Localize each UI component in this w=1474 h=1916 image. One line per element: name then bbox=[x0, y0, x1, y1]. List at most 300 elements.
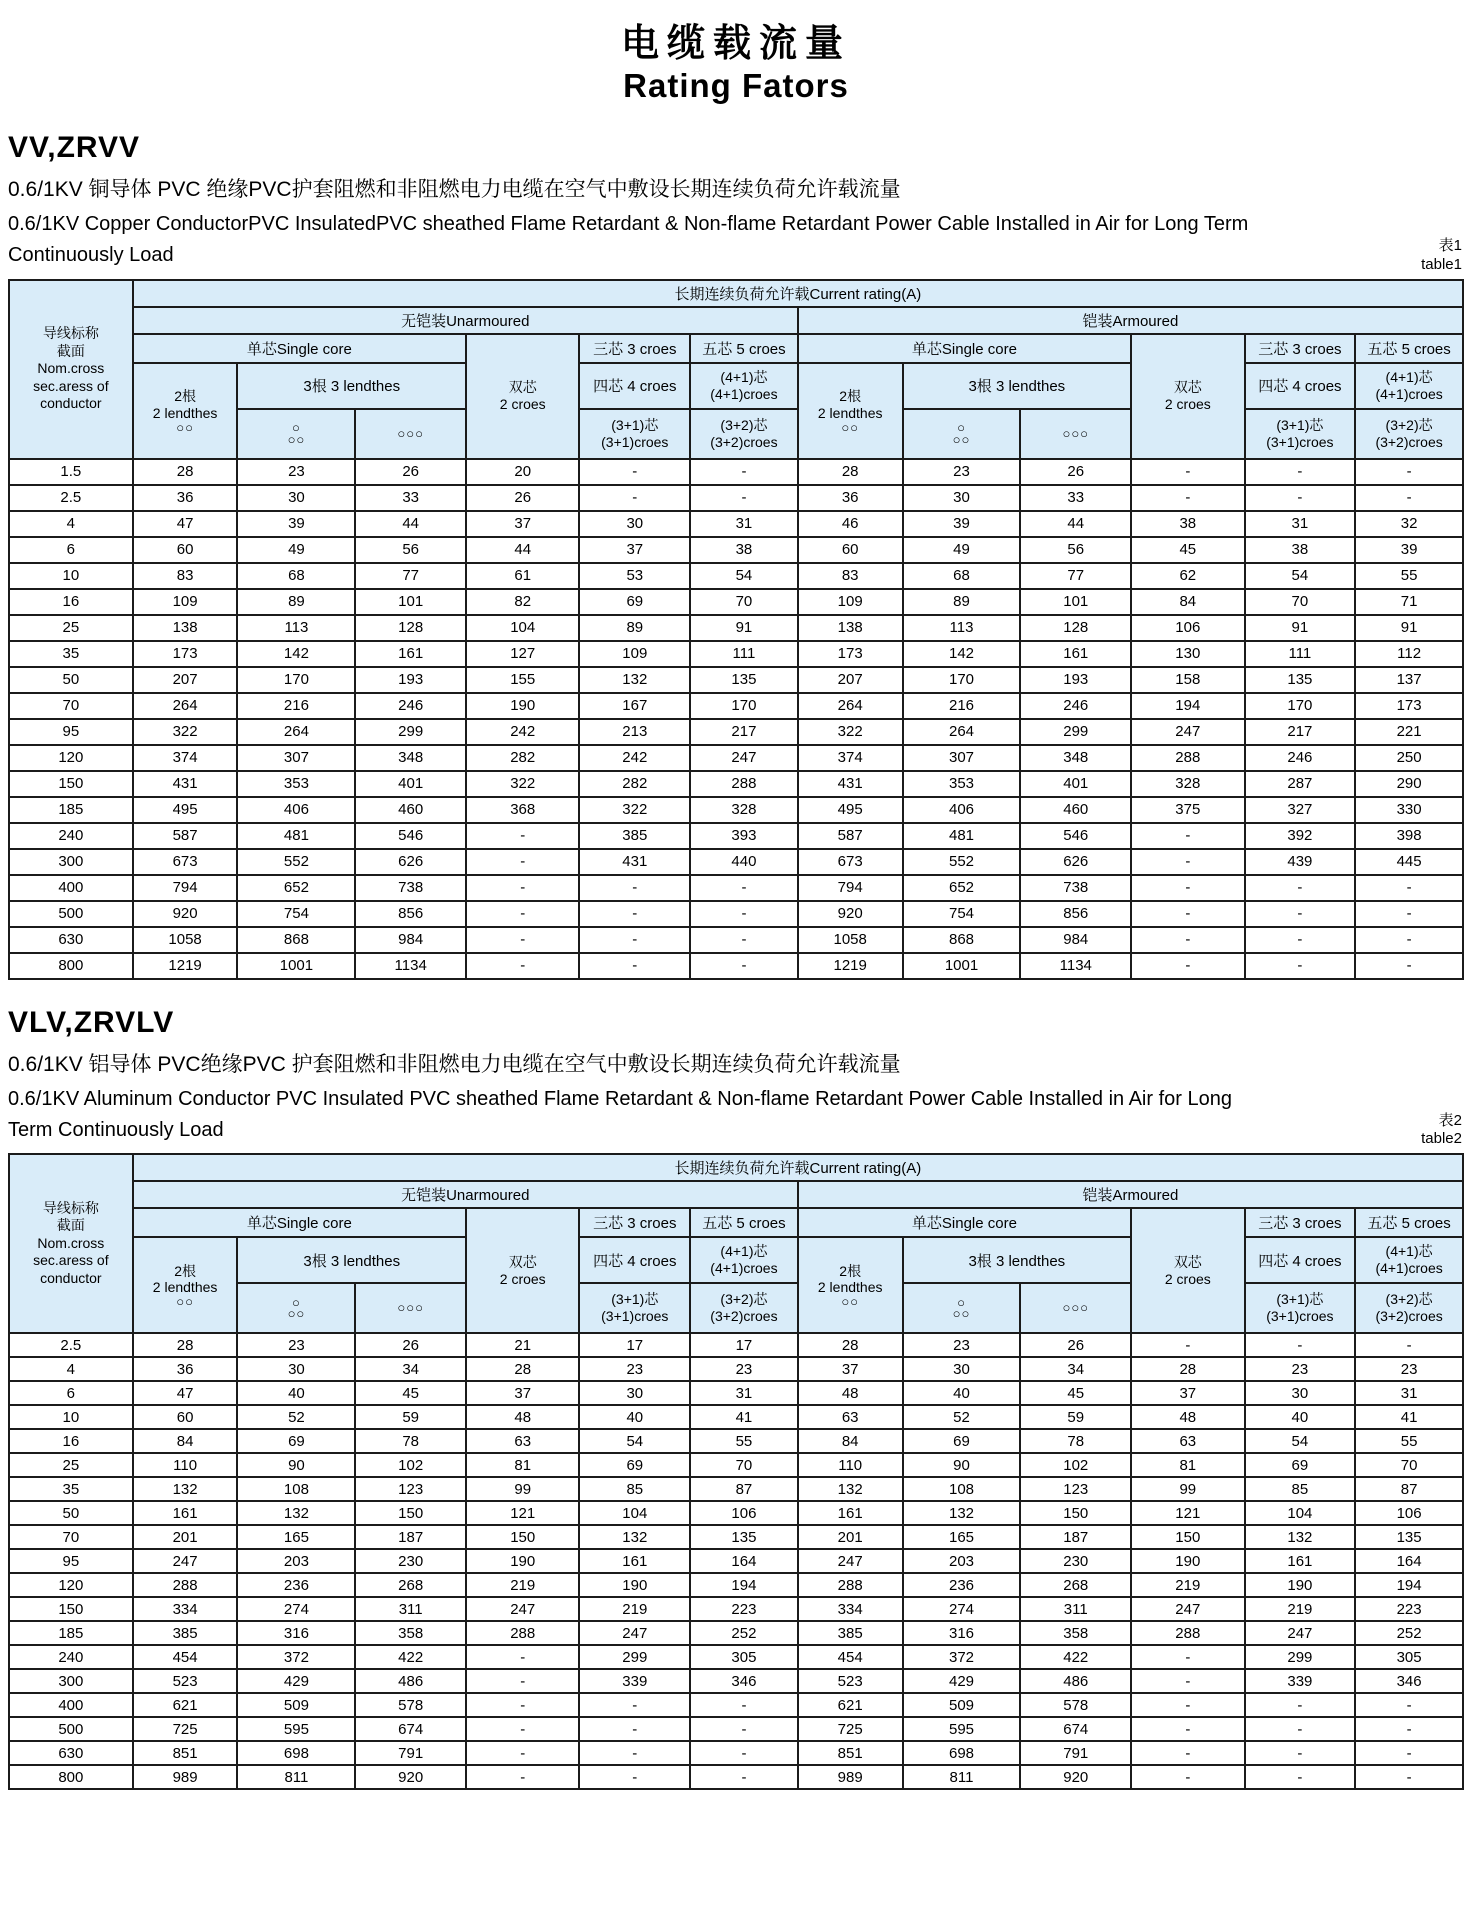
rating-value: 59 bbox=[355, 1405, 466, 1429]
rating-value: 41 bbox=[1355, 1405, 1463, 1429]
section-subtitle-zh: 0.6/1KV 铜导体 PVC 绝缘PVC护套阻燃和非阻燃电力电缆在空气中敷设长期连续负荷允许载流量 bbox=[8, 178, 901, 201]
rating-value: 33 bbox=[355, 485, 466, 511]
rating-value: 40 bbox=[579, 1405, 690, 1429]
rating-value: 754 bbox=[903, 901, 1021, 927]
rating-value: 90 bbox=[903, 1453, 1021, 1477]
rating-value: 39 bbox=[903, 511, 1021, 537]
conductor-size: 500 bbox=[9, 1717, 133, 1741]
rating-value: - bbox=[1245, 1741, 1356, 1765]
rating-value: 59 bbox=[1020, 1405, 1131, 1429]
rating-value: 123 bbox=[1020, 1477, 1131, 1501]
rating-value: 106 bbox=[690, 1501, 798, 1525]
rating-value: 385 bbox=[133, 1621, 238, 1645]
rating-value: 26 bbox=[1020, 1333, 1131, 1357]
rating-value: 38 bbox=[1131, 511, 1245, 537]
rating-value: 486 bbox=[355, 1669, 466, 1693]
rating-value: 288 bbox=[133, 1573, 238, 1597]
rating-value: 431 bbox=[579, 849, 690, 875]
current-rating-header: 长期连续负荷允许载Current rating(A) bbox=[133, 1154, 1463, 1181]
rating-value: 431 bbox=[798, 771, 903, 797]
three-plus-one-en: (3+1)croes bbox=[1266, 433, 1334, 450]
rating-value: 201 bbox=[133, 1525, 238, 1549]
rating-value: - bbox=[1131, 927, 1245, 953]
rating-value: 36 bbox=[133, 485, 238, 511]
conductor-size: 10 bbox=[9, 1405, 133, 1429]
rating-value: 626 bbox=[1020, 849, 1131, 875]
rating-value: 54 bbox=[1245, 563, 1356, 589]
rating-value: 193 bbox=[355, 667, 466, 693]
rating-value: - bbox=[690, 459, 798, 485]
conductor-size: 185 bbox=[9, 1621, 133, 1645]
rating-value: - bbox=[1245, 485, 1356, 511]
rating-value: 674 bbox=[1020, 1717, 1131, 1741]
rating-value: 523 bbox=[798, 1669, 903, 1693]
rating-value: 305 bbox=[690, 1645, 798, 1669]
rating-value: 82 bbox=[466, 589, 580, 615]
rating-value: 30 bbox=[903, 1357, 1021, 1381]
table-row bbox=[9, 589, 1463, 615]
rating-value: 23 bbox=[903, 1333, 1021, 1357]
rating-value: - bbox=[466, 849, 580, 875]
rating-value: 128 bbox=[355, 615, 466, 641]
three-plus-two-zh: (3+2)芯 bbox=[1385, 1291, 1433, 1308]
rating-value: 219 bbox=[1245, 1597, 1356, 1621]
table-row bbox=[9, 459, 1463, 485]
three-plus-two-zh: (3+2)芯 bbox=[720, 1291, 768, 1308]
table-header bbox=[9, 1154, 1463, 1333]
rating-value: 135 bbox=[1245, 667, 1356, 693]
rating-value: 509 bbox=[903, 1693, 1021, 1717]
rating-value: 738 bbox=[355, 875, 466, 901]
rating-value: 47 bbox=[133, 1381, 238, 1405]
rating-value: 102 bbox=[1020, 1453, 1131, 1477]
table-row bbox=[9, 1525, 1463, 1549]
rating-value: 698 bbox=[903, 1741, 1021, 1765]
rating-value: 70 bbox=[1245, 589, 1356, 615]
rating-value: 89 bbox=[903, 589, 1021, 615]
rating-value: - bbox=[1245, 1717, 1356, 1741]
three-circles-triangle-icon bbox=[237, 1283, 355, 1333]
two-core-header bbox=[1131, 1208, 1245, 1333]
rating-value: 165 bbox=[903, 1525, 1021, 1549]
rating-value: - bbox=[1131, 1765, 1245, 1789]
rating-value: 161 bbox=[355, 641, 466, 667]
rating-value: 167 bbox=[579, 693, 690, 719]
armoured-header: 铠装Armoured bbox=[798, 1181, 1463, 1208]
rating-value: 161 bbox=[579, 1549, 690, 1573]
rating-value: - bbox=[1355, 1693, 1463, 1717]
two-lengths-en: 2 lendthes bbox=[817, 1279, 883, 1296]
rating-value: 375 bbox=[1131, 797, 1245, 823]
rating-value: - bbox=[579, 1765, 690, 1789]
rating-value: 794 bbox=[798, 875, 903, 901]
rating-value: 121 bbox=[1131, 1501, 1245, 1525]
current-rating-header: 长期连续负荷允许载Current rating(A) bbox=[133, 280, 1463, 307]
rating-value: 34 bbox=[1020, 1357, 1131, 1381]
conductor-line: Nom.cross bbox=[37, 360, 105, 377]
rating-value: 920 bbox=[798, 901, 903, 927]
rating-value: 190 bbox=[1245, 1573, 1356, 1597]
rating-value: 358 bbox=[355, 1621, 466, 1645]
rating-value: 56 bbox=[1020, 537, 1131, 563]
rating-value: 28 bbox=[798, 1333, 903, 1357]
rating-value: 282 bbox=[466, 745, 580, 771]
rating-value: 440 bbox=[690, 849, 798, 875]
rating-value: 165 bbox=[237, 1525, 355, 1549]
two-core-en: 2 croes bbox=[499, 396, 546, 412]
rating-value: 264 bbox=[237, 719, 355, 745]
rating-value: 322 bbox=[466, 771, 580, 797]
rating-value: 578 bbox=[355, 1693, 466, 1717]
rating-value: 28 bbox=[133, 459, 238, 485]
two-core-header bbox=[466, 334, 580, 459]
conductor-size: 400 bbox=[9, 875, 133, 901]
four-plus-one-en: (4+1)croes bbox=[1375, 1260, 1443, 1276]
four-plus-one-header bbox=[1355, 1237, 1463, 1283]
rating-value: - bbox=[690, 485, 798, 511]
rating-value: 102 bbox=[355, 1453, 466, 1477]
rating-value: 106 bbox=[1355, 1501, 1463, 1525]
table-label-zh: 表1 bbox=[1438, 237, 1462, 254]
conductor-size: 630 bbox=[9, 927, 133, 953]
rating-value: 39 bbox=[237, 511, 355, 537]
rating-value: 247 bbox=[1131, 719, 1245, 745]
rating-value: - bbox=[690, 927, 798, 953]
rating-value: 242 bbox=[579, 745, 690, 771]
rating-value: - bbox=[1131, 901, 1245, 927]
rating-value: 150 bbox=[466, 1525, 580, 1549]
rating-value: 84 bbox=[798, 1429, 903, 1453]
rating-value: 546 bbox=[355, 823, 466, 849]
rating-value: 30 bbox=[237, 485, 355, 511]
rating-value: 920 bbox=[133, 901, 238, 927]
rating-value: 89 bbox=[237, 589, 355, 615]
rating-value: 856 bbox=[1020, 901, 1131, 927]
table-label bbox=[8, 237, 1462, 275]
rating-value: - bbox=[579, 901, 690, 927]
rating-value: 56 bbox=[355, 537, 466, 563]
rating-value: 161 bbox=[798, 1501, 903, 1525]
rating-value: 89 bbox=[579, 615, 690, 641]
four-plus-one-en: (4+1)croes bbox=[710, 385, 778, 402]
rating-value: 55 bbox=[690, 1429, 798, 1453]
rating-value: - bbox=[1355, 953, 1463, 979]
rating-value: 17 bbox=[690, 1333, 798, 1357]
rating-value: 150 bbox=[355, 1501, 466, 1525]
three-plus-two-header bbox=[1355, 409, 1463, 459]
rating-value: 69 bbox=[903, 1429, 1021, 1453]
rating-value: 36 bbox=[798, 485, 903, 511]
rating-value: 236 bbox=[903, 1573, 1021, 1597]
conductor-size: 400 bbox=[9, 1693, 133, 1717]
rating-value: 247 bbox=[579, 1621, 690, 1645]
circle-glyph: ○ bbox=[957, 420, 966, 436]
table-row bbox=[9, 823, 1463, 849]
rating-value: 984 bbox=[1020, 927, 1131, 953]
section-heading: VV,ZRVV bbox=[8, 131, 141, 164]
rating-value: 61 bbox=[466, 563, 580, 589]
rating-value: - bbox=[690, 1717, 798, 1741]
rating-value: 851 bbox=[798, 1741, 903, 1765]
three-core-header: 三芯 3 croes bbox=[579, 1208, 690, 1237]
rating-value: 132 bbox=[237, 1501, 355, 1525]
two-core-zh: 双芯 bbox=[1173, 1253, 1202, 1270]
rating-value: 328 bbox=[690, 797, 798, 823]
rating-value: 110 bbox=[133, 1453, 238, 1477]
conductor-size: 25 bbox=[9, 615, 133, 641]
two-lengths-zh: 2根 bbox=[839, 1262, 862, 1279]
rating-value: 37 bbox=[466, 1381, 580, 1405]
rating-value: 207 bbox=[798, 667, 903, 693]
rating-value: 132 bbox=[798, 1477, 903, 1501]
rating-value: - bbox=[466, 875, 580, 901]
conductor-size: 35 bbox=[9, 641, 133, 667]
conductor-size: 150 bbox=[9, 771, 133, 797]
rating-value: 112 bbox=[1355, 641, 1463, 667]
rating-value: - bbox=[1355, 927, 1463, 953]
rating-value: 230 bbox=[1020, 1549, 1131, 1573]
rating-value: - bbox=[579, 927, 690, 953]
table-row bbox=[9, 615, 1463, 641]
rating-value: 288 bbox=[1131, 1621, 1245, 1645]
rating-value: - bbox=[1131, 953, 1245, 979]
page-title-en: Rating Fators bbox=[623, 67, 849, 104]
rating-value: 247 bbox=[690, 745, 798, 771]
rating-value: 69 bbox=[1245, 1453, 1356, 1477]
rating-value: 130 bbox=[1131, 641, 1245, 667]
rating-value: - bbox=[579, 459, 690, 485]
rating-value: 673 bbox=[133, 849, 238, 875]
rating-value: 87 bbox=[1355, 1477, 1463, 1501]
rating-value: 247 bbox=[466, 1597, 580, 1621]
table-row bbox=[9, 537, 1463, 563]
rating-value: 626 bbox=[355, 849, 466, 875]
rating-value: 316 bbox=[903, 1621, 1021, 1645]
rating-value: 30 bbox=[903, 485, 1021, 511]
rating-value: 23 bbox=[1245, 1357, 1356, 1381]
rating-value: - bbox=[579, 485, 690, 511]
table-header bbox=[9, 280, 1463, 459]
rating-value: 495 bbox=[133, 797, 238, 823]
conductor-line: conductor bbox=[40, 395, 102, 412]
table-row bbox=[9, 1501, 1463, 1525]
rating-value: 578 bbox=[1020, 1693, 1131, 1717]
rating-value: 216 bbox=[903, 693, 1021, 719]
four-plus-one-en: (4+1)croes bbox=[710, 1260, 778, 1276]
rating-value: 41 bbox=[690, 1405, 798, 1429]
conductor-line: 导线标称 bbox=[42, 1199, 99, 1216]
rating-value: 85 bbox=[1245, 1477, 1356, 1501]
rating-value: 725 bbox=[133, 1717, 238, 1741]
conductor-line: Nom.cross bbox=[37, 1234, 105, 1251]
rating-table-2 bbox=[8, 1153, 1464, 1790]
rating-value: - bbox=[1131, 459, 1245, 485]
rating-value: 1134 bbox=[355, 953, 466, 979]
table-row bbox=[9, 953, 1463, 979]
rating-value: 40 bbox=[1245, 1405, 1356, 1429]
rating-value: - bbox=[1245, 1765, 1356, 1789]
rating-value: 70 bbox=[690, 589, 798, 615]
rating-value: - bbox=[579, 1717, 690, 1741]
rating-value: 28 bbox=[798, 459, 903, 485]
rating-value: - bbox=[1355, 459, 1463, 485]
rating-value: 23 bbox=[579, 1357, 690, 1381]
rating-value: 128 bbox=[1020, 615, 1131, 641]
rating-value: 81 bbox=[466, 1453, 580, 1477]
rating-value: 334 bbox=[798, 1597, 903, 1621]
conductor-line: 导线标称 bbox=[42, 325, 99, 342]
rating-value: 920 bbox=[1020, 1765, 1131, 1789]
conductor-size: 95 bbox=[9, 1549, 133, 1573]
rating-value: 1134 bbox=[1020, 953, 1131, 979]
rating-value: - bbox=[1355, 485, 1463, 511]
rating-value: 587 bbox=[133, 823, 238, 849]
rating-value: 247 bbox=[1131, 1597, 1245, 1621]
rating-value: 353 bbox=[903, 771, 1021, 797]
table-row bbox=[9, 1693, 1463, 1717]
four-plus-one-zh: (4+1)芯 bbox=[720, 1243, 768, 1260]
rating-value: 495 bbox=[798, 797, 903, 823]
rating-value: 69 bbox=[579, 589, 690, 615]
three-plus-one-header bbox=[1245, 1283, 1356, 1333]
rating-value: - bbox=[1131, 1645, 1245, 1669]
four-core-header: 四芯 4 croes bbox=[1245, 363, 1356, 409]
rating-value: 219 bbox=[579, 1597, 690, 1621]
three-circles-row-icon: ○○○ bbox=[1020, 1283, 1131, 1333]
rating-value: 673 bbox=[798, 849, 903, 875]
four-core-header: 四芯 4 croes bbox=[579, 1237, 690, 1283]
rating-value: 385 bbox=[798, 1621, 903, 1645]
rating-value: 69 bbox=[579, 1453, 690, 1477]
rating-value: 31 bbox=[1355, 1381, 1463, 1405]
rating-value: 754 bbox=[237, 901, 355, 927]
rating-value: 353 bbox=[237, 771, 355, 797]
table-row bbox=[9, 1645, 1463, 1669]
conductor-size: 35 bbox=[9, 1477, 133, 1501]
rating-value: 55 bbox=[1355, 563, 1463, 589]
three-plus-two-header bbox=[690, 1283, 798, 1333]
table-row bbox=[9, 641, 1463, 667]
rating-value: 17 bbox=[579, 1333, 690, 1357]
three-core-header: 三芯 3 croes bbox=[1245, 1208, 1356, 1237]
rating-value: 132 bbox=[579, 1525, 690, 1549]
rating-value: 37 bbox=[579, 537, 690, 563]
section-heading: VLV,ZRVLV bbox=[8, 1005, 175, 1039]
table-row bbox=[9, 1573, 1463, 1597]
two-core-header bbox=[466, 1208, 580, 1333]
rating-value: 52 bbox=[903, 1405, 1021, 1429]
rating-value: 307 bbox=[903, 745, 1021, 771]
rating-value: - bbox=[690, 1765, 798, 1789]
four-core-header: 四芯 4 croes bbox=[1245, 1237, 1356, 1283]
rating-value: 346 bbox=[1355, 1669, 1463, 1693]
rating-value: 851 bbox=[133, 1741, 238, 1765]
rating-value: 78 bbox=[1020, 1429, 1131, 1453]
rating-value: 123 bbox=[355, 1477, 466, 1501]
rating-value: 374 bbox=[133, 745, 238, 771]
rating-value: 99 bbox=[466, 1477, 580, 1501]
rating-value: - bbox=[1131, 1741, 1245, 1765]
rating-value: 90 bbox=[237, 1453, 355, 1477]
rating-value: 39 bbox=[1355, 537, 1463, 563]
table-row bbox=[9, 1381, 1463, 1405]
three-plus-two-en: (3+2)croes bbox=[710, 1308, 778, 1324]
rating-value: 137 bbox=[1355, 667, 1463, 693]
rating-value: 55 bbox=[1355, 1429, 1463, 1453]
rating-value: 40 bbox=[237, 1381, 355, 1405]
circle-glyph: ○ bbox=[291, 420, 301, 436]
table-row bbox=[9, 563, 1463, 589]
rating-value: 989 bbox=[798, 1765, 903, 1789]
rating-value: - bbox=[1131, 849, 1245, 875]
unarmoured-header: 无铠装Unarmoured bbox=[133, 307, 798, 334]
rating-value: 104 bbox=[466, 615, 580, 641]
five-core-header: 五芯 5 croes bbox=[690, 1208, 798, 1237]
rating-value: 34 bbox=[355, 1357, 466, 1381]
single-core-header: 单芯Single core bbox=[133, 1208, 466, 1237]
rating-value: - bbox=[466, 927, 580, 953]
rating-value: 63 bbox=[798, 1405, 903, 1429]
rating-value: 230 bbox=[355, 1549, 466, 1573]
rating-value: 53 bbox=[579, 563, 690, 589]
rating-value: 77 bbox=[355, 563, 466, 589]
rating-value: 26 bbox=[355, 1333, 466, 1357]
four-plus-one-zh: (4+1)芯 bbox=[1385, 1243, 1433, 1260]
rating-value: 108 bbox=[903, 1477, 1021, 1501]
rating-value: 28 bbox=[466, 1357, 580, 1381]
three-plus-two-en: (3+2)croes bbox=[1375, 433, 1443, 450]
table-row bbox=[9, 1621, 1463, 1645]
circle-glyph: ○ bbox=[957, 1294, 966, 1310]
rating-value: 223 bbox=[690, 1597, 798, 1621]
rating-value: 216 bbox=[237, 693, 355, 719]
rating-value: 109 bbox=[579, 641, 690, 667]
conductor-size: 240 bbox=[9, 823, 133, 849]
section-vv-zrvv bbox=[8, 131, 1464, 980]
rating-value: 288 bbox=[690, 771, 798, 797]
rating-value: - bbox=[466, 953, 580, 979]
rating-value: 398 bbox=[1355, 823, 1463, 849]
rating-value: 30 bbox=[579, 511, 690, 537]
rating-value: 288 bbox=[466, 1621, 580, 1645]
rating-value: - bbox=[1355, 1765, 1463, 1789]
rating-value: - bbox=[579, 1693, 690, 1717]
rating-value: - bbox=[1355, 901, 1463, 927]
rating-value: 989 bbox=[133, 1765, 238, 1789]
rating-value: 20 bbox=[466, 459, 580, 485]
rating-value: - bbox=[1355, 875, 1463, 901]
rating-value: 250 bbox=[1355, 745, 1463, 771]
rating-value: 44 bbox=[355, 511, 466, 537]
rating-value: 393 bbox=[690, 823, 798, 849]
rating-value: 274 bbox=[237, 1597, 355, 1621]
four-plus-one-header bbox=[690, 363, 798, 409]
four-plus-one-header bbox=[690, 1237, 798, 1283]
rating-value: 236 bbox=[237, 1573, 355, 1597]
three-circles-row-icon: ○○○ bbox=[355, 409, 466, 459]
table-row bbox=[9, 1477, 1463, 1501]
rating-value: 330 bbox=[1355, 797, 1463, 823]
five-core-header: 五芯 5 croes bbox=[690, 334, 798, 363]
rating-value: - bbox=[579, 875, 690, 901]
conductor-line: sec.aress of bbox=[33, 1252, 109, 1269]
rating-value: 339 bbox=[1245, 1669, 1356, 1693]
conductor-size: 120 bbox=[9, 1573, 133, 1597]
rating-value: 288 bbox=[1131, 745, 1245, 771]
rating-value: 31 bbox=[1245, 511, 1356, 537]
single-core-header: 单芯Single core bbox=[798, 334, 1131, 363]
three-plus-one-zh: (3+1)芯 bbox=[1276, 416, 1324, 433]
